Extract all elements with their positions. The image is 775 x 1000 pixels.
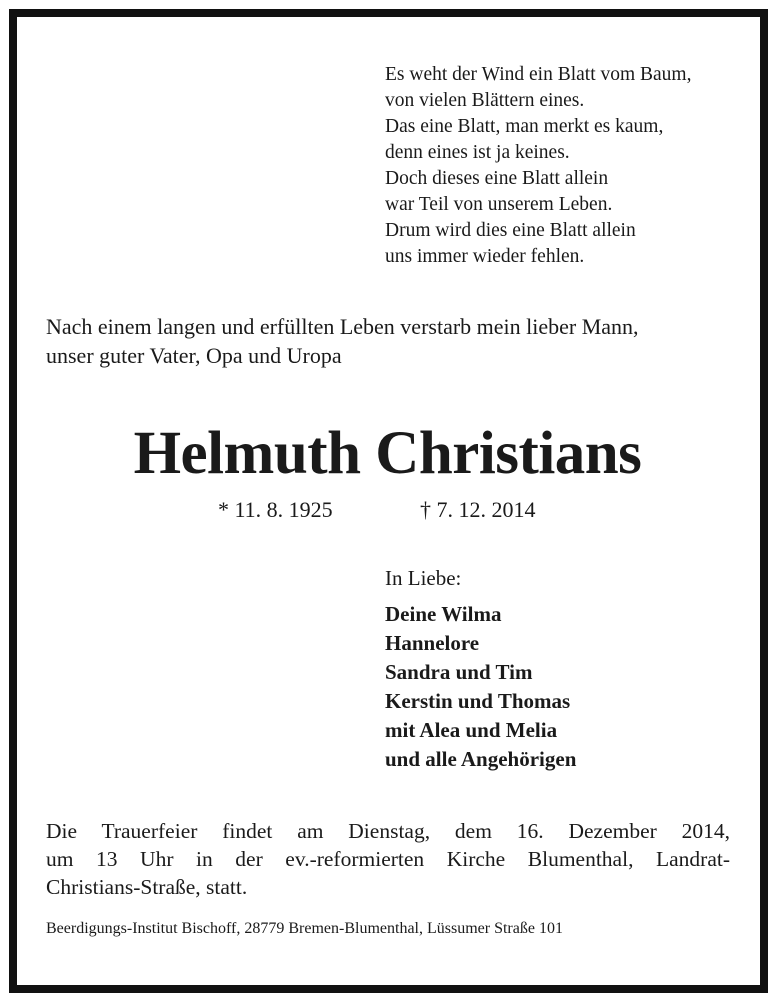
service-line: Die Trauerfeier findet am Dienstag, dem 16. Dezember 2014,	[46, 819, 730, 843]
deceased-name: Helmuth Christians	[133, 420, 642, 487]
service-line: um 13 Uhr in der ev.-reformierten Kirche Blumenthal, Landrat-	[46, 847, 730, 871]
mourner-name: Kerstin und Thomas	[385, 689, 571, 713]
mourner-name: mit Alea und Melia	[385, 718, 558, 742]
death-date: † 7. 12. 2014	[420, 497, 536, 522]
service-info	[46, 817, 730, 901]
mourner-name: Hannelore	[385, 631, 480, 655]
mourners-list	[385, 600, 576, 774]
poem-line: Das eine Blatt, man merkt es kaum,	[385, 116, 664, 137]
poem-line: denn eines ist ja keines.	[385, 142, 570, 163]
intro-line: unser guter Vater, Opa und Uropa	[46, 343, 342, 368]
mourner-name: und alle Angehörigen	[385, 747, 577, 771]
poem-line: Doch dieses eine Blatt allein	[385, 168, 609, 189]
intro-text	[46, 312, 639, 370]
birth-date: * 11. 8. 1925	[218, 497, 333, 522]
mourners-label: In Liebe:	[385, 566, 462, 590]
poem-line: Drum wird dies eine Blatt allein	[385, 220, 636, 241]
poem	[385, 62, 691, 270]
poem-line: war Teil von unserem Leben.	[385, 194, 613, 215]
mourner-name: Sandra und Tim	[385, 660, 533, 684]
poem-line: uns immer wieder fehlen.	[385, 246, 585, 267]
intro-line: Nach einem langen und erfüllten Leben verstarb mein lieber Mann,	[46, 314, 639, 339]
poem-line: von vielen Blättern eines.	[385, 90, 585, 111]
poem-line: Es weht der Wind ein Blatt vom Baum,	[385, 64, 692, 85]
service-line: Christians-Straße, statt.	[46, 875, 248, 899]
funeral-home-info: Beerdigungs-Institut Bischoff, 28779 Bremen-Blumenthal, Lüssumer Straße 101	[46, 920, 563, 937]
mourner-name: Deine Wilma	[385, 602, 502, 626]
